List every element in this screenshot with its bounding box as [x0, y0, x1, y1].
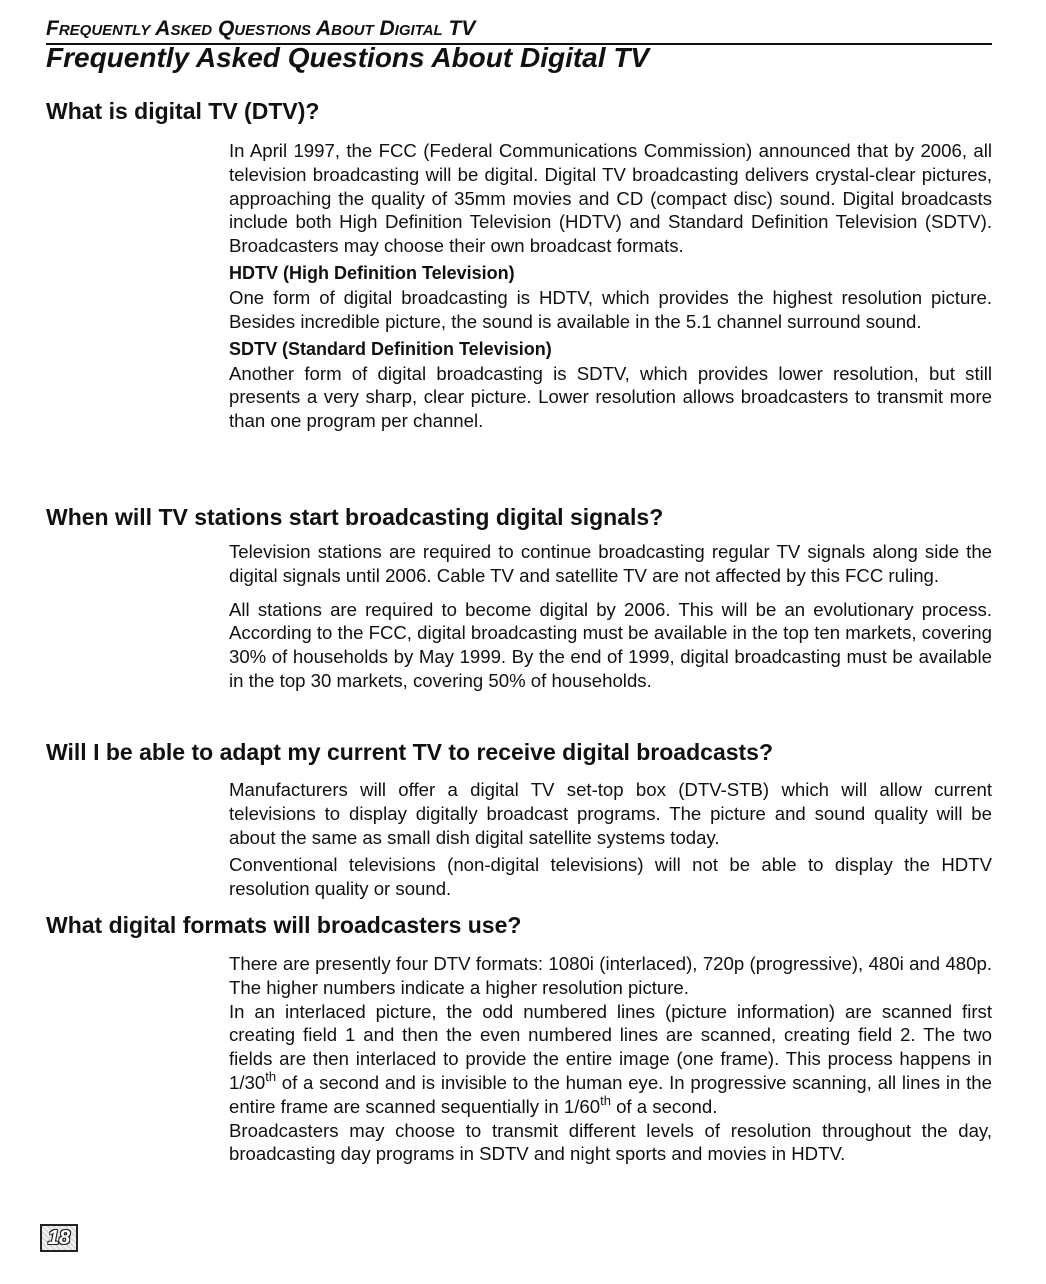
subheading-hdtv: HDTV (High Definition Television) — [229, 262, 515, 283]
answer-paragraph: There are presently four DTV formats: 1080i (interlaced), 720p (progressive), 480i and 480p. The higher numbers indicate a higher resolution picture. — [229, 953, 992, 998]
answer-body — [229, 778, 992, 901]
answer-paragraph: All stations are required to become digital by 2006. This will be an evolutionary process. According to the FCC, digital broadcasting must be available in the top ten markets, covering 30% of households by May 1999. By the end of 1999, digital broadcasting must be available in the top 30 markets, covering 50% of households. — [229, 598, 992, 691]
question-heading: Will I be able to adapt my current TV to receive digital broadcasts? — [46, 739, 774, 765]
text-run: of a second and is invisible to the human eye. In progressive scanning, all lines in the entire frame are scanned sequentially in 1/60 — [229, 1071, 992, 1117]
question-heading: What is digital TV (DTV)? — [46, 98, 320, 124]
answer-paragraph: One form of digital broadcasting is HDTV, which provides the highest resolution picture. Besides incredible picture, the sound is available in the 5.1 channel surround sound. — [229, 286, 992, 332]
answer-paragraph: Television stations are required to continue broadcasting regular TV signals along side the digital signals until 2006. Cable TV and satellite TV are not affected by this FCC ruling. — [229, 541, 992, 586]
text-run: In an interlaced picture, the odd numbered lines (picture information) are scanned first creating field 1 and then the even numbered lines are scanned, creating field 2. The two fields are then interlaced to provide the entire image (one frame). This process happens in 1/30 — [229, 1000, 992, 1093]
page-number: 18 — [40, 1224, 78, 1252]
question-heading: When will TV stations start broadcasting digital signals? — [46, 504, 664, 530]
answer-paragraph — [229, 1000, 992, 1119]
answer-paragraph: Manufacturers will offer a digital TV set-top box (DTV-STB) which will allow current televisions to display digitally broadcast programs. The picture and sound quality will be about the same as small dish digital satellite systems today. — [229, 779, 992, 848]
text-run: of a second. — [610, 1095, 718, 1117]
superscript: th — [600, 1092, 611, 1108]
page-title: Frequently Asked Questions About Digital TV — [46, 42, 650, 73]
superscript: th — [265, 1068, 277, 1084]
subheading-sdtv: SDTV (Standard Definition Television) — [229, 338, 552, 359]
answer-body — [229, 952, 992, 1166]
answer-body — [229, 540, 992, 693]
running-header: Frequently Asked Questions About Digital TV — [46, 16, 992, 45]
answer-paragraph: Conventional televisions (non-digital televisions) will not be able to display the HDTV resolution quality or sound. — [229, 854, 992, 900]
answer-paragraph: In April 1997, the FCC (Federal Communications Commission) announced that by 2006, all television broadcasting will be digital. Digital TV broadcasting delivers crystal-clear pictures, approaching the quality of 35mm movies and CD (compact disc) sound. Digital broadcasts include both High Definition Television (HDTV) and Standard Definition Television (SDTV). Broadcasters may choose their own broadcast formats. — [229, 140, 992, 257]
answer-body — [229, 139, 992, 433]
answer-paragraph: Broadcasters may choose to transmit different levels of resolution throughout the day, broadcasting day programs in SDTV and night sports and movies in HDTV. — [229, 1119, 992, 1165]
question-heading: What digital formats will broadcasters use? — [46, 912, 522, 938]
answer-paragraph: Another form of digital broadcasting is SDTV, which provides lower resolution, but still presents a very sharp, clear picture. Lower resolution allows broadcasters to transmit more than one program per channel. — [229, 362, 992, 432]
